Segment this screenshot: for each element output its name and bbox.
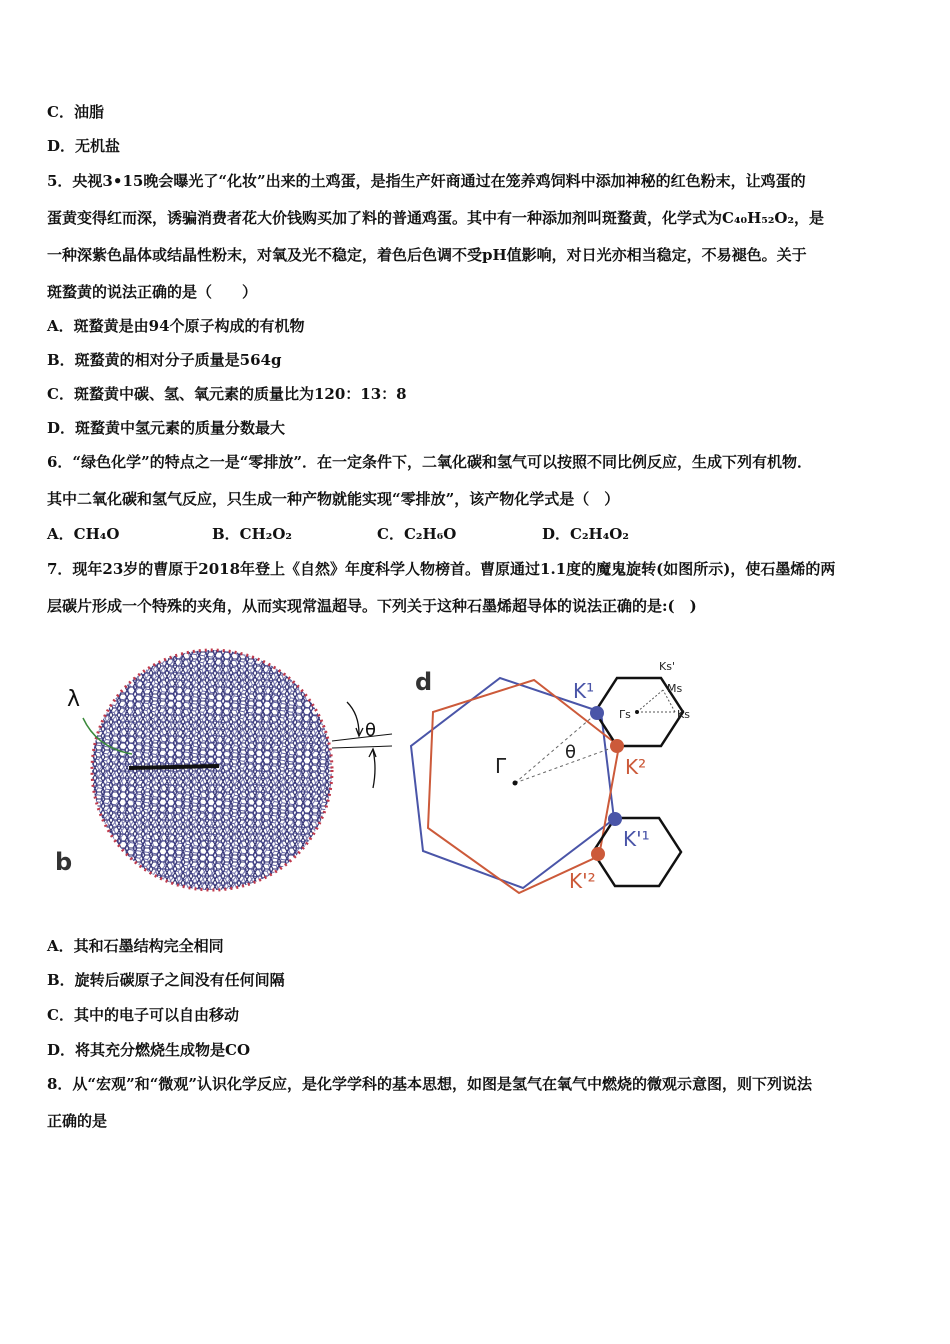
question-8-line-1: 8．从“宏观”和“微观”认识化学反应，是化学学科的基本思想，如图是氢气在氧气中燃烧的微观示意图，则下列说法 bbox=[47, 1075, 812, 1093]
q6-options bbox=[47, 524, 910, 544]
q7-option-b: B．旋转后碳原子之间没有任何间隔 bbox=[47, 971, 285, 989]
question-6-line-1: 6．“绿色化学”的特点之一是“零排放”．在一定条件下，二氧化碳和氢气可以按照不同比例反应，生成下列有机物． bbox=[47, 453, 812, 471]
question-5-line-3: 一种深紫色晶体或结晶性粉末，对氧及光不稳定，着色后色调不受pH值影响，对日光亦相当稳定，不易褪色。关于 bbox=[47, 246, 807, 264]
k2-dot bbox=[610, 739, 624, 753]
q5-option-a: A．斑蝥黄是由94个原子构成的有机物 bbox=[47, 317, 305, 335]
question-6-line-2: 其中二氧化碳和氢气反应，只生成一种产物就能实现“零排放”，该产物化学式是（ ） bbox=[47, 490, 620, 508]
question-7-line-1: 7．现年23岁的曹原于2018年登上《自然》年度科学人物榜首。曹原通过1.1度的魔鬼旋转(如图所示)，使石墨烯的两 bbox=[47, 560, 836, 578]
gamma-label: Γ bbox=[495, 754, 507, 778]
q5-option-d: D．斑蝥黄中氢元素的质量分数最大 bbox=[47, 419, 286, 437]
question-8-line-2: 正确的是 bbox=[47, 1112, 108, 1130]
panel-d-brillouin-diagram bbox=[405, 638, 705, 902]
q6-option-a: A．CH₄O bbox=[47, 525, 120, 543]
graphene-twist-figure bbox=[47, 638, 707, 902]
kp2-dot bbox=[591, 847, 605, 861]
q7-option-a: A．其和石墨结构完全相同 bbox=[47, 937, 224, 955]
m-s-label: Ms bbox=[667, 682, 683, 695]
question-5-line-2: 蛋黄变得红而深，诱骗消费者花大价钱购买加了料的普通鸡蛋。其中有一种添加剂叫斑蝥黄，化学式为C₄₀H₅₂O₂，是 bbox=[47, 209, 825, 227]
q7-option-c: C．其中的电子可以自由移动 bbox=[47, 1006, 239, 1024]
k1-label: K¹ bbox=[573, 679, 595, 703]
gamma-s-label: Γs bbox=[619, 708, 631, 721]
option-d-inorganic-salt: D．无机盐 bbox=[47, 137, 121, 155]
question-7-line-2: 层碳片形成一个特殊的夹角，从而实现常温超导。下列关于这种石墨烯超导体的说法正确的是:( ) bbox=[47, 597, 697, 615]
theta-arc-bottom bbox=[373, 750, 375, 788]
panel-b-label: b bbox=[55, 848, 73, 876]
gamma-point bbox=[513, 781, 518, 786]
q5-option-c: C．斑蝥黄中碳、氢、氧元素的质量比为120：13：8 bbox=[47, 385, 407, 403]
kp2-label: K'² bbox=[569, 869, 596, 893]
question-5-line-1: 5．央视3•15晚会曝光了“化妆”出来的土鸡蛋，是指生产奸商通过在笼养鸡饲料中添加神秘的红色粉末，让鸡蛋的 bbox=[47, 172, 806, 190]
kp1-label: K'¹ bbox=[623, 827, 650, 851]
panel-d-label: d bbox=[415, 668, 433, 696]
q6-option-c: C．C₂H₆O bbox=[377, 525, 457, 543]
kp1-dot bbox=[608, 812, 622, 826]
option-c-oil: C．油脂 bbox=[47, 103, 104, 121]
q7-option-d: D．将其充分燃烧生成物是CO bbox=[47, 1041, 251, 1059]
theta-label-right: θ bbox=[565, 742, 577, 763]
lambda-label: λ bbox=[67, 687, 81, 712]
k1-dot bbox=[590, 706, 604, 720]
theta-arc-top bbox=[347, 702, 359, 734]
tip-bar bbox=[129, 766, 219, 768]
q6-option-b: B．CH₂O₂ bbox=[212, 525, 292, 543]
q5-option-b: B．斑蝥黄的相对分子质量是564g bbox=[47, 351, 282, 369]
theta-label-left: θ bbox=[365, 720, 377, 741]
question-5-line-4: 斑蝥黄的说法正确的是（ ） bbox=[47, 283, 258, 301]
k-prime-s-label: Ks' bbox=[659, 660, 675, 673]
q6-option-d: D．C₂H₄O₂ bbox=[542, 525, 629, 543]
k-s-label: Ks bbox=[677, 708, 690, 721]
panel-b-moire-graphic bbox=[47, 638, 397, 902]
k2-label: K² bbox=[625, 755, 647, 779]
